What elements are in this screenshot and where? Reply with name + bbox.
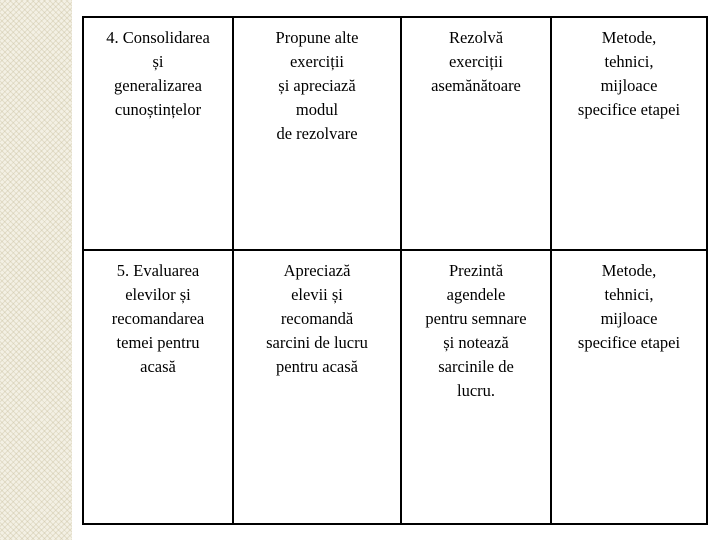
- teacher-activity-text: Apreciază elevii și recomandă sarcini de lucru pentru acasă: [266, 261, 368, 376]
- methods-text: Metode, tehnici, mijloace specifice etapei: [577, 261, 681, 352]
- student-activity-text: Rezolvă exerciții asemănătoare: [431, 28, 521, 95]
- methods-text: Metode, tehnici, mijloace specifice etapei: [577, 28, 681, 119]
- stage-text: 4. Consolidarea și generalizarea cunoștințelor: [106, 28, 210, 119]
- stage-cell: [83, 17, 233, 250]
- teacher-activity-text: Propune alte exerciții și apreciază modul de rezolvare: [275, 28, 359, 143]
- decorative-side-stripe: [0, 0, 72, 540]
- teacher-activity-cell: [233, 250, 401, 524]
- student-activity-cell: [401, 17, 551, 250]
- stage-text: 5. Evaluarea elevilor și recomandarea temei pentru acasă: [111, 261, 205, 376]
- table-row: [83, 17, 707, 250]
- teacher-activity-cell: [233, 17, 401, 250]
- table-row: [83, 250, 707, 524]
- lesson-stages-table: [82, 16, 708, 525]
- stage-cell: [83, 250, 233, 524]
- student-activity-cell: [401, 250, 551, 524]
- methods-cell: [551, 250, 707, 524]
- student-activity-text: Prezintă agendele pentru semnare și notează sarcinile de lucru.: [425, 261, 527, 400]
- methods-cell: [551, 17, 707, 250]
